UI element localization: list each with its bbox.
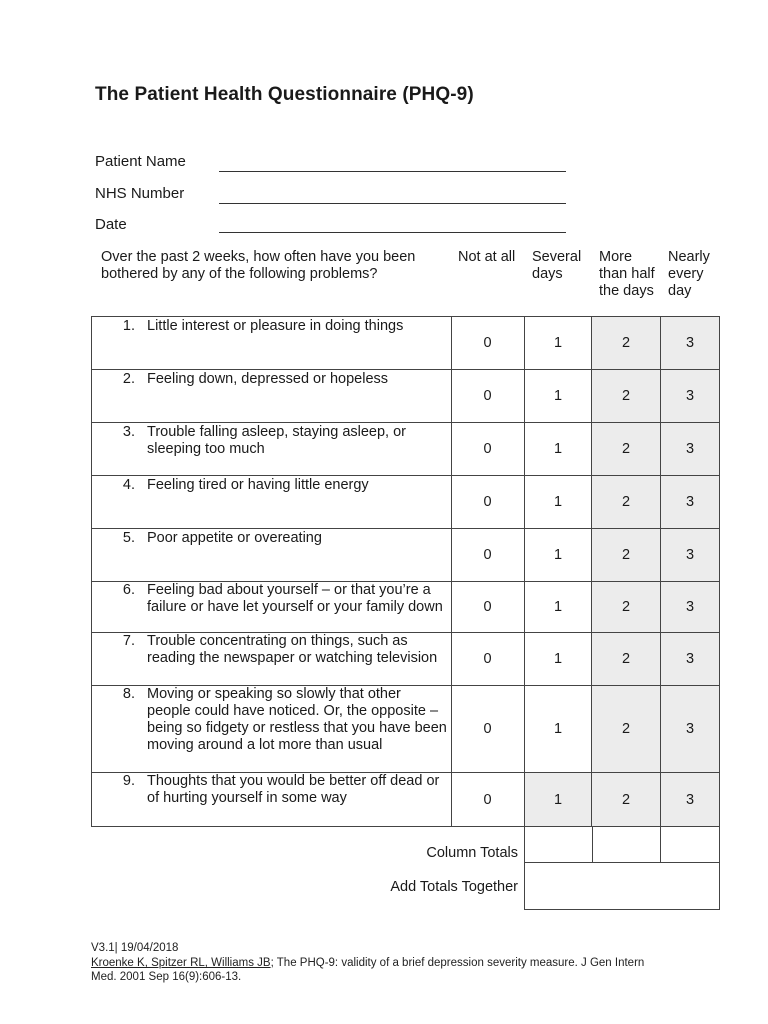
score-option-2[interactable]: 2: [592, 529, 661, 581]
question-cell: [91, 423, 452, 475]
question-cell: [91, 529, 452, 581]
score-option-0[interactable]: 0: [451, 686, 525, 772]
question-row-4: [91, 476, 720, 529]
citation: [91, 956, 671, 984]
nhs-number-label: NHS Number: [95, 185, 185, 202]
score-option-3[interactable]: 3: [661, 582, 720, 632]
score-option-1[interactable]: 1: [525, 423, 592, 475]
score-option-0[interactable]: 0: [451, 370, 525, 422]
question-number: 6.: [122, 582, 135, 598]
question-cell: [91, 476, 452, 528]
question-row-9: [91, 773, 720, 827]
column-totals-label: Column Totals: [426, 845, 518, 861]
question-text: Trouble falling asleep, staying asleep, or sleeping too much: [147, 424, 407, 457]
question-text: Thoughts that you would be better off dead or of hurting yourself in some way: [147, 773, 440, 806]
score-option-1[interactable]: 1: [525, 529, 592, 581]
score-option-2[interactable]: 2: [592, 633, 661, 685]
score-option-0[interactable]: 0: [451, 529, 525, 581]
score-option-1[interactable]: 1: [525, 686, 592, 772]
question-text: Feeling tired or having little energy: [147, 477, 369, 493]
score-option-2[interactable]: 2: [592, 423, 661, 475]
score-option-3[interactable]: 3: [661, 633, 720, 685]
question-row-2: [91, 370, 720, 423]
score-option-3[interactable]: 3: [661, 529, 720, 581]
score-option-3[interactable]: 3: [661, 423, 720, 475]
question-cell: [91, 773, 452, 826]
date-input[interactable]: [219, 213, 570, 234]
column-total-several-days[interactable]: [524, 826, 593, 863]
nhs-number-line: [219, 203, 566, 204]
patient-name-line: [219, 171, 566, 172]
score-option-0[interactable]: 0: [451, 423, 525, 475]
grand-total-box[interactable]: [524, 862, 720, 910]
question-cell: [91, 582, 452, 632]
column-total-nearly-every-day[interactable]: [660, 826, 720, 863]
score-option-3[interactable]: 3: [661, 686, 720, 772]
score-option-3[interactable]: 3: [661, 370, 720, 422]
score-option-1[interactable]: 1: [525, 582, 592, 632]
date-line: [219, 232, 566, 233]
score-option-1[interactable]: 1: [525, 773, 592, 826]
score-option-2[interactable]: 2: [592, 686, 661, 772]
version-stamp: V3.1| 19/04/2018: [91, 942, 179, 954]
score-option-0[interactable]: 0: [451, 476, 525, 528]
question-text: Trouble concentrating on things, such as reading the newspaper or watching television: [147, 633, 438, 666]
score-option-3[interactable]: 3: [661, 317, 720, 369]
question-cell: [91, 633, 452, 685]
question-row-3: [91, 423, 720, 476]
question-number: 7.: [122, 633, 135, 649]
question-cell: [91, 686, 452, 772]
score-option-1[interactable]: 1: [525, 317, 592, 369]
question-prompt: Over the past 2 weeks, how often have you been bothered by any of the following problems?: [101, 249, 416, 282]
question-row-1: [91, 317, 720, 370]
question-row-6: [91, 582, 720, 633]
question-cell: [91, 370, 452, 422]
question-row-5: [91, 529, 720, 582]
score-option-1[interactable]: 1: [525, 476, 592, 528]
col-header-more-than-half: More than half the days: [599, 249, 655, 299]
question-row-7: [91, 633, 720, 686]
score-option-3[interactable]: 3: [661, 476, 720, 528]
question-number: 3.: [122, 424, 135, 440]
col-header-several-days: Several days: [532, 249, 582, 282]
col-header-nearly-every-day: Nearly every day: [668, 249, 710, 299]
score-option-2[interactable]: 2: [592, 773, 661, 826]
score-option-0[interactable]: 0: [451, 773, 525, 826]
question-cell: [91, 317, 452, 369]
question-row-8: [91, 686, 720, 773]
question-text: Feeling bad about yourself – or that you’re a failure or have let yourself or your family down: [147, 582, 443, 615]
question-text: Little interest or pleasure in doing things: [147, 318, 404, 334]
score-option-0[interactable]: 0: [451, 582, 525, 632]
score-option-2[interactable]: 2: [592, 582, 661, 632]
score-option-1[interactable]: 1: [525, 633, 592, 685]
score-option-0[interactable]: 0: [451, 317, 525, 369]
question-number: 4.: [122, 477, 135, 493]
score-option-2[interactable]: 2: [592, 476, 661, 528]
patient-name-input[interactable]: [219, 152, 570, 173]
citation-text: ; The PHQ-9: validity of a brief depression severity measure. J Gen Intern Med. 2001 Sep 16(9):606-13.: [91, 957, 645, 983]
column-total-more-than-half[interactable]: [592, 826, 661, 863]
question-text: Feeling down, depressed or hopeless: [147, 371, 389, 387]
add-totals-label: Add Totals Together: [390, 879, 518, 895]
question-number: 8.: [122, 686, 135, 702]
page-title: The Patient Health Questionnaire (PHQ-9): [95, 84, 474, 105]
question-text: Moving or speaking so slowly that other people could have noticed. Or, the opposite – being so fidgety or restless that you have been moving around a lot more than usual: [147, 686, 447, 753]
score-option-2[interactable]: 2: [592, 370, 661, 422]
score-option-3[interactable]: 3: [661, 773, 720, 826]
nhs-number-input[interactable]: [219, 184, 570, 205]
citation-authors: Kroenke K, Spitzer RL, Williams JB: [91, 957, 271, 969]
date-label: Date: [95, 216, 127, 233]
score-option-2[interactable]: 2: [592, 317, 661, 369]
score-option-0[interactable]: 0: [451, 633, 525, 685]
question-number: 5.: [122, 530, 135, 546]
score-option-1[interactable]: 1: [525, 370, 592, 422]
question-text: Poor appetite or overeating: [147, 530, 322, 546]
question-number: 1.: [122, 318, 135, 334]
col-header-not-at-all: Not at all: [458, 249, 516, 265]
question-number: 2.: [122, 371, 135, 387]
question-number: 9.: [122, 773, 135, 789]
patient-name-label: Patient Name: [95, 153, 186, 170]
